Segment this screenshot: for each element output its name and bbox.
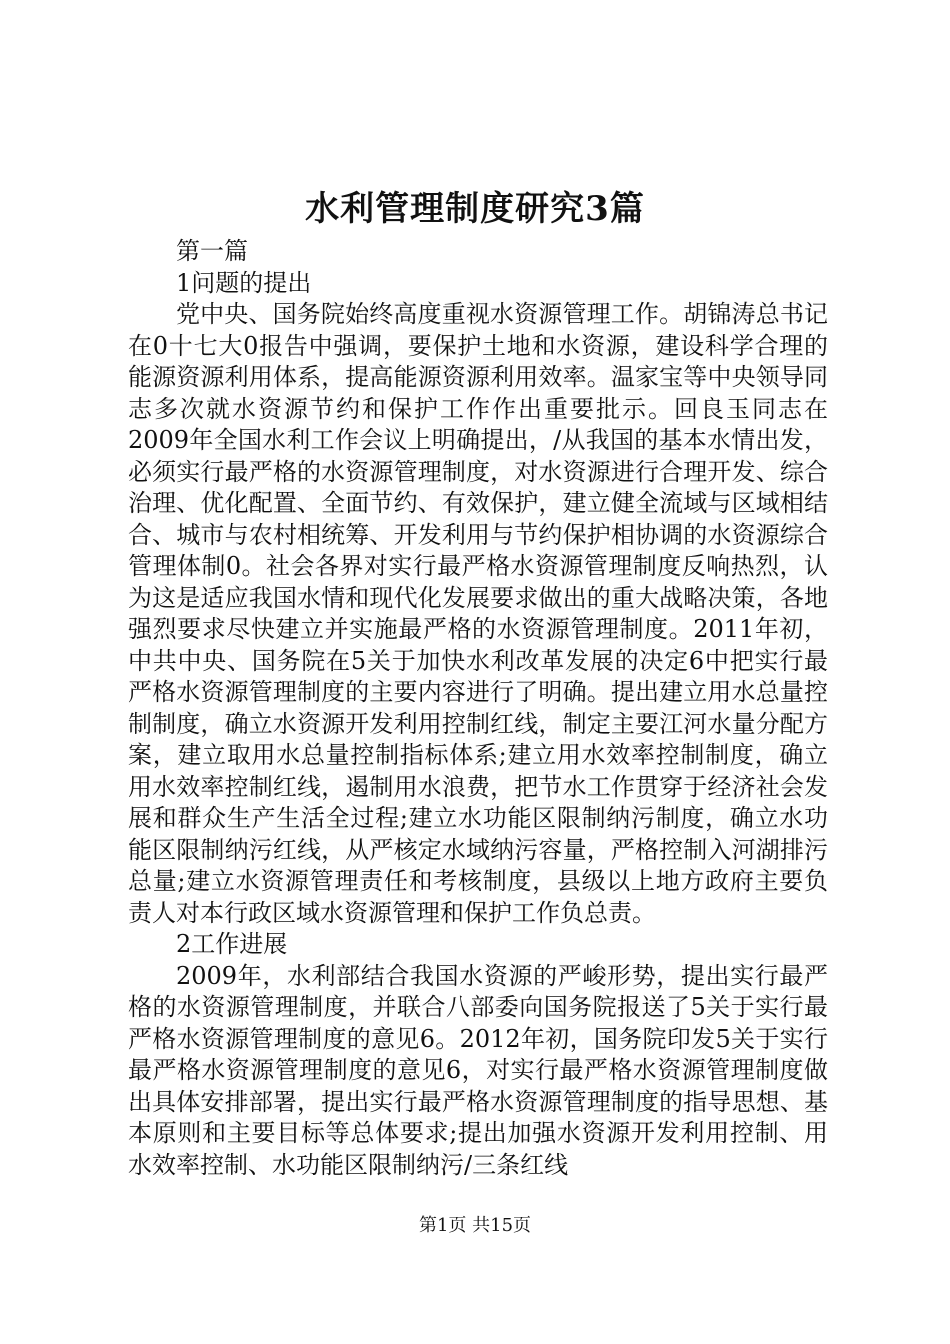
paragraph-problem: 党中央、国务院始终高度重视水资源管理工作。胡锦涛总书记在0十七大0报告中强调，要保护土地和水资源，建设科学合理的能源资源利用体系，提高能源资源利用效率。温家宝等中央领导同志多次就水资源节约和保护工作作出重要批示。回良玉同志在2009年全国水利工作会议上明确提出，/从我国的基本水情出发，必须实行最严格的水资源管理制度，对水资源进行合理开发、综合治理、优化配置、全面节约、有效保护，建立健全流域与区域相结合、城市与农村相统筹、开发利用与节约保护相协调的水资源综合管理体制0。社会各界对实行最严格水资源管理制度反响热烈，认为这是适应我国水情和现代化发展要求做出的重大战略决策，各地强烈要求尽快建立并实施最严格的水资源管理制度。2011年初，中共中央、国务院在5关于加快水利改革发展的决定6中把实行最严格水资源管理制度的主要内容进行了明确。提出建立用水总量控制制度，确立水资源开发利用控制红线，制定主要江河水量分配方案，建立取用水总量控制指标体系;建立用水效率控制制度，确立用水效率控制红线，遏制用水浪费，把节水工作贯穿于经济社会发展和群众生产生活全过程;建立水功能区限制纳污制度，确立水功能区限制纳污红线，从严核定水域纳污容量，严格控制入河湖排污总量;建立水资源管理责任和考核制度，县级以上地方政府主要负责人对本行政区域水资源管理和保护工作负总责。 xyxy=(128,300,828,927)
heading-problem: 1问题的提出 xyxy=(176,268,312,297)
document-title: 水利管理制度研究3篇 xyxy=(305,189,645,229)
page-footer: 第1页 共15页 xyxy=(418,1215,532,1236)
heading-progress: 2工作进展 xyxy=(176,930,288,958)
paragraph-progress: 2009年，水利部结合我国水资源的严峻形势，提出实行最严格的水资源管理制度，并联合八部委向国务院报送了5关于实行最严格水资源管理制度的意见6。2012年初，国务院印发5关于实行最严格水资源管理制度的意见6，对实行最严格水资源管理制度做出具体安排部署，提出实行最严格水资源管理制度的指导思想、基本原则和主要目标等总体要求;提出加强水资源开发利用控制、用水效率控制、水功能区限制纳污/三条红线 xyxy=(128,961,828,1179)
document-body xyxy=(128,236,828,1181)
section-label: 第一篇 xyxy=(176,237,248,265)
